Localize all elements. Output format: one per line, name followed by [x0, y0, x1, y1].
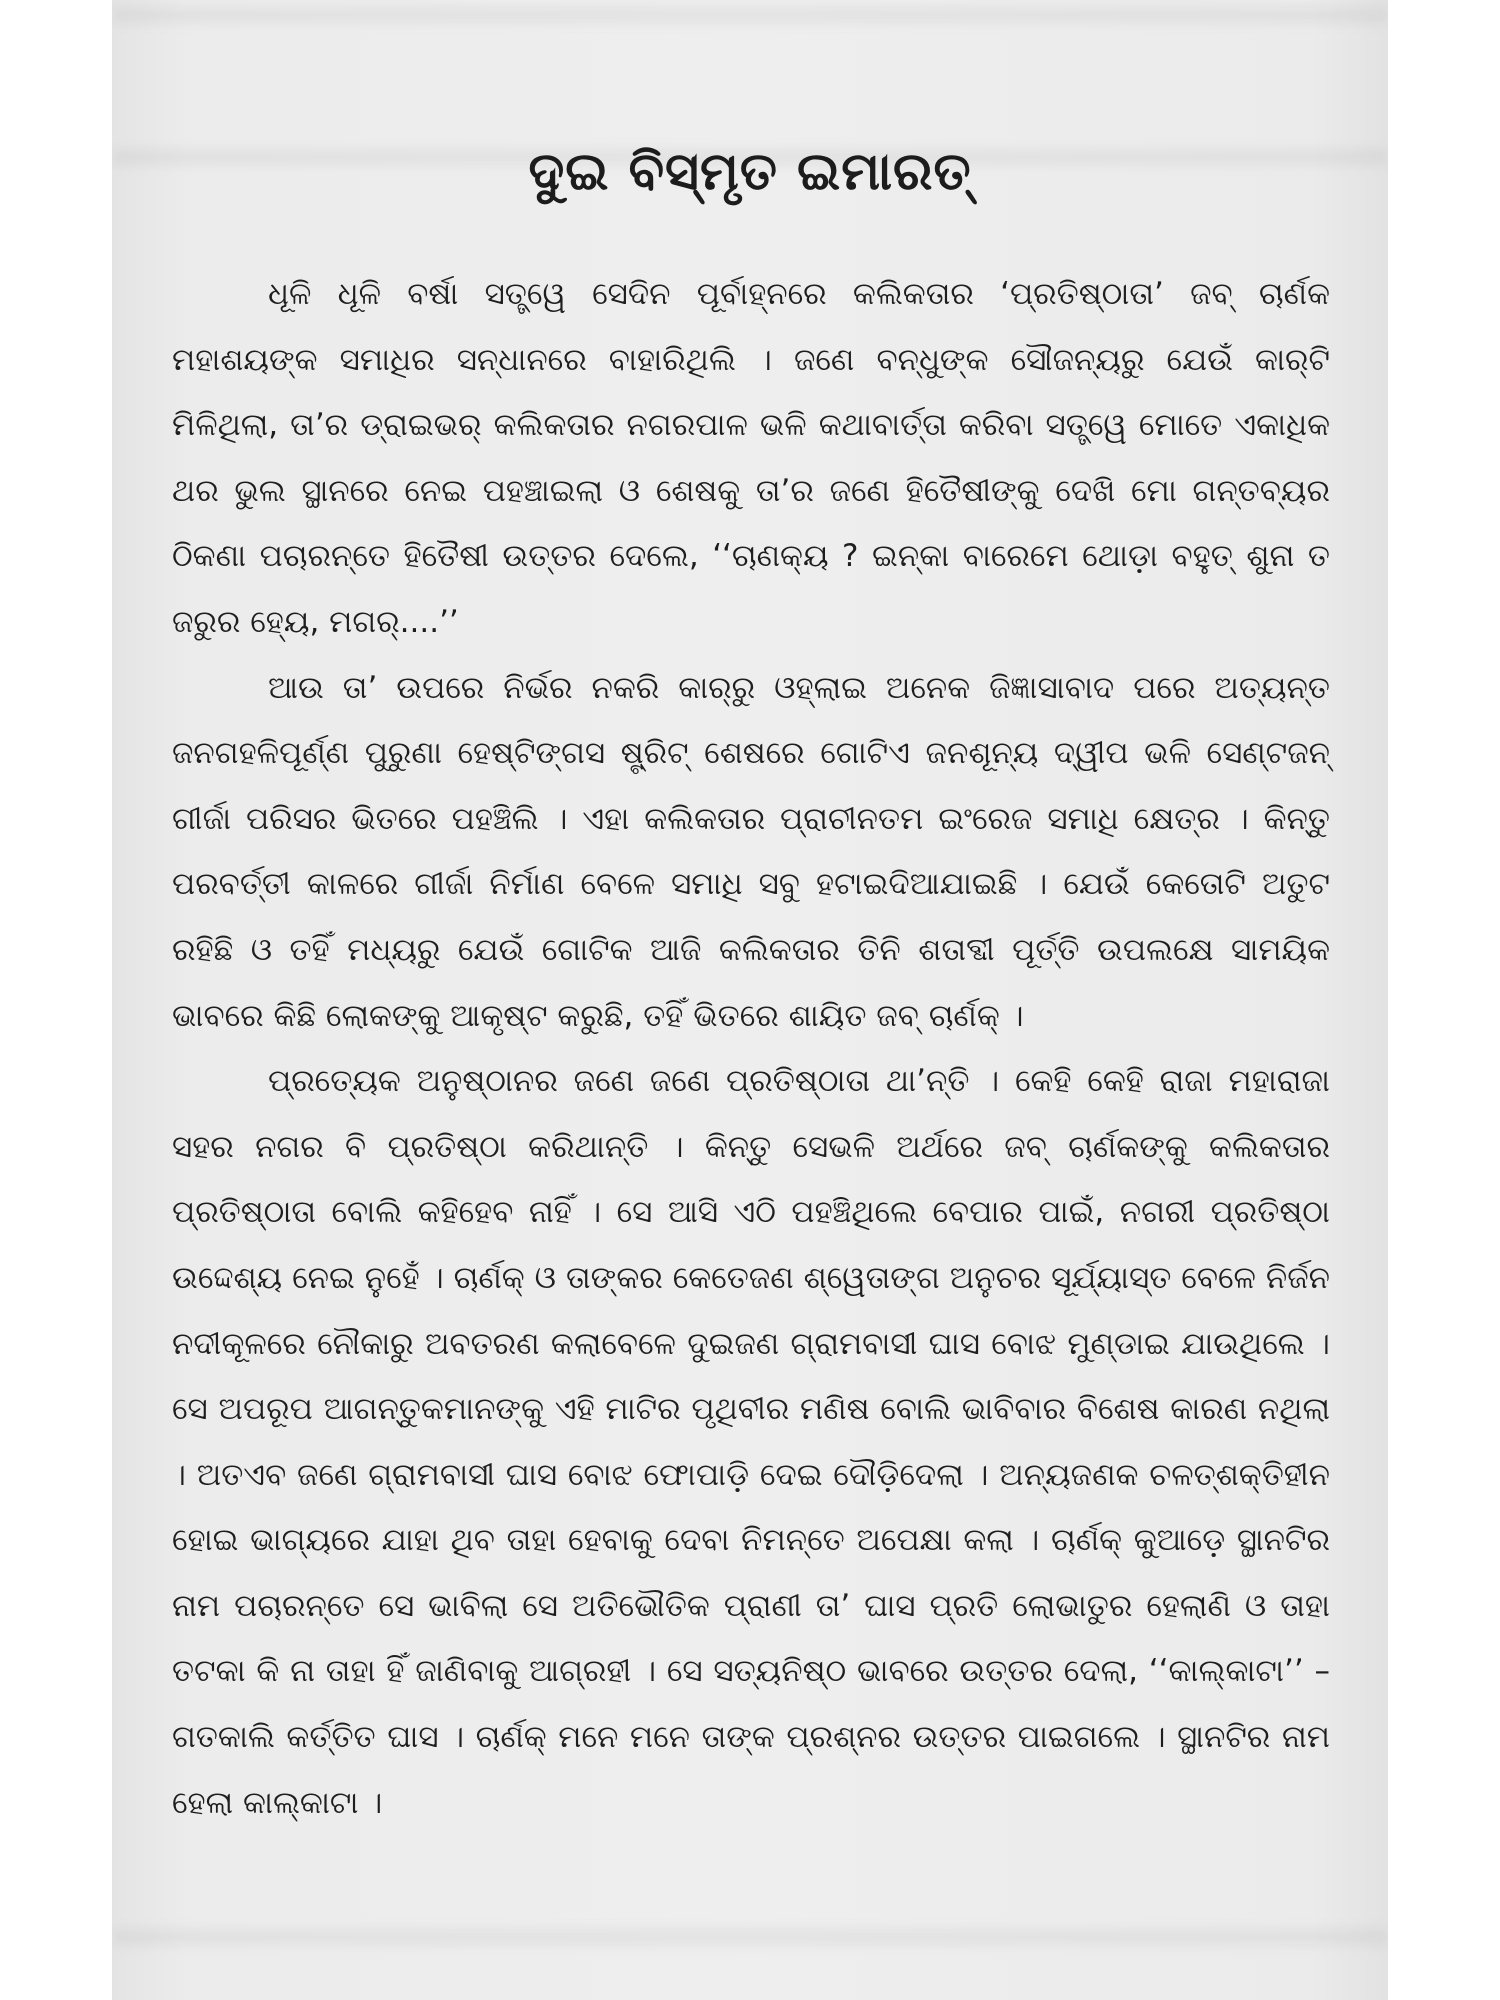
paragraph-1: ଧୂଳି ଧୂଳି ବର୍ଷା ସତ୍ତ୍ୱେ ସେଦିନ ପୂର୍ବାହ୍ନରେ କଲିକତାର ‘ପ୍ରତିଷ୍ଠାତା’ ଜବ୍ ଚାର୍ଣକ ମହାଶୟଙ୍କ ସମାଧିର ସନ୍ଧାନରେ ବାହାରିଥିଲି । ଜଣେ ବନ୍ଧୁଙ୍କ ସୌଜନ୍ୟରୁ ଯେଉଁ କାର୍‌ଟି ମିଳିଥିଲା, ତା’ର ଡ୍ରାଇଭର୍ କଲିକତାର ନଗରପାଳ ଭଳି କଥାବାର୍ତ୍ତା କରିବା ସତ୍ତ୍ୱେ ମୋତେ ଏକାଧିକ ଥର ଭୁଲ ସ୍ଥାନରେ ନେଇ ପହଞ୍ଚାଇଲା ଓ ଶେଷକୁ ତା’ର ଜଣେ ହିତୈଷୀଙ୍କୁ ଦେଖି ମୋ ଗନ୍ତବ୍ୟର ଠିକଣା ପଚାରନ୍ତେ ହିତୈଷୀ ଉତ୍ତର ଦେଲେ, ‘‘ଚାଣକ୍ୟ ? ଇନ୍‌କା ବାରେମେ ଥୋଡ଼ା ବହୁତ୍ ଶୁନା ତ ଜରୁର ହ୍ୟେ, ମଗର୍....’’	[172, 276, 1330, 640]
body-text	[172, 262, 1330, 1836]
show-through-top	[112, 8, 1388, 22]
paragraph-3: ପ୍ରତ୍ୟେକ ଅନୁଷ୍ଠାନର ଜଣେ ଜଣେ ପ୍ରତିଷ୍ଠାତା ଥା’ନ୍ତି । କେହି କେହି ରାଜା ମହାରାଜା ସହର ନଗର ବି ପ୍ରତିଷ୍ଠା କରିଥାନ୍ତି । କିନ୍ତୁ ସେଭଳି ଅର୍ଥରେ ଜବ୍ ଚାର୍ଣକଙ୍କୁ କଲିକତାର ପ୍ରତିଷ୍ଠାତା ବୋଲି କହିହେବ ନାହିଁ । ସେ ଆସି ଏଠି ପହଞ୍ଚିଥିଲେ ବେପାର ପାଇଁ, ନଗରୀ ପ୍ରତିଷ୍ଠା ଉଦ୍ଦେଶ୍ୟ ନେଇ ନୁହେଁ । ଚାର୍ଣକ୍ ଓ ତାଙ୍କର କେତେଜଣ ଶ୍ୱେତାଙ୍ଗ ଅନୁଚର ସୂର୍ଯ୍ୟାସ୍ତ ବେଳେ ନିର୍ଜନ ନଦୀକୂଳରେ ନୌକାରୁ ଅବତରଣ କଲାବେଳେ ଦୁଇଜଣ ଗ୍ରାମବାସୀ ଘାସ ବୋଝ ମୁଣ୍ଡାଇ ଯାଉଥିଲେ । ସେ ଅପରୂପ ଆଗନ୍ତୁକମାନଙ୍କୁ ଏହି ମାଟିର ପୃଥିବୀର ମଣିଷ ବୋଲି ଭାବିବାର ବିଶେଷ କାରଣ ନଥିଲା । ଅତଏବ ଜଣେ ଗ୍ରାମବାସୀ ଘାସ ବୋଝ ଫୋପାଡ଼ି ଦେଇ ଦୌଡ଼ିଦେଲା । ଅନ୍ୟଜଣକ ଚଳତ୍‌ଶକ୍ତିହୀନ ହୋଇ ଭାଗ୍ୟରେ ଯାହା ଥିବ ତାହା ହେବାକୁ ଦେବା ନିମନ୍ତେ ଅପେକ୍ଷା କଲା । ଚାର୍ଣକ୍ କୁଆଡ଼େ ସ୍ଥାନଟିର ନାମ ପଚାରନ୍ତେ ସେ ଭାବିଲା ସେ ଅତିଭୌତିକ ପ୍ରାଣୀ ତା’ ଘାସ ପ୍ରତି ଲୋଭାତୁର ହେଲାଣି ଓ ତାହା ତଟକା କି ନା ତାହା ହିଁ ଜାଣିବାକୁ ଆଗ୍ରହୀ । ସେ ସତ୍ୟନିଷ୍ଠ ଭାବରେ ଉତ୍ତର ଦେଲା, ‘‘କାଲ୍‌କାଟା’’ – ଗତକାଲି କର୍ତ୍ତିତ ଘାସ । ଚାର୍ଣକ୍ ମନେ ମନେ ତାଙ୍କ ପ୍ରଶ୍ନର ଉତ୍ତର ପାଇଗଲେ । ସ୍ଥାନଟିର ନାମ ହେଲା କାଲ୍‌କାଟା ।	[172, 1063, 1330, 1821]
paragraph-2: ଆଉ ତା’ ଉପରେ ନିର୍ଭର ନକରି କାର୍‌ରୁ ଓହ୍ଲାଇ ଅନେକ ଜିଜ୍ଞାସାବାଦ ପରେ ଅତ୍ୟନ୍ତ ଜନଗହଳିପୂର୍ଣ୍ଣ ପୁରୁଣା ହେଷ୍ଟିଙ୍ଗସ ଷ୍ଟ୍ରିଟ୍ ଶେଷରେ ଗୋଟିଏ ଜନଶୂନ୍ୟ ଦ୍ୱୀପ ଭଳି ସେଣ୍ଟଜନ୍ ଗୀର୍ଜା ପରିସର ଭିତରେ ପହଞ୍ଚିଲି । ଏହା କଲିକତାର ପ୍ରାଚୀନତମ ଇଂରେଜ ସମାଧି କ୍ଷେତ୍ର । କିନ୍ତୁ ପରବର୍ତ୍ତୀ କାଳରେ ଗୀର୍ଜା ନିର୍ମାଣ ବେଳେ ସମାଧି ସବୁ ହଟାଇଦିଆଯାଇଛି । ଯେଉଁ କେତୋଟି ଅତୁଟ ରହିଛି ଓ ତହିଁ ମଧ୍ୟରୁ ଯେଉଁ ଗୋଟିକ ଆଜି କଲିକତାର ତିନି ଶତାବ୍ଦୀ ପୂର୍ତ୍ତି ଉପଲକ୍ଷେ ସାମୟିକ ଭାବରେ କିଛି ଲୋକଙ୍କୁ ଆକୃଷ୍ଟ କରୁଛି, ତହିଁ ଭିତରେ ଶାୟିତ ଜବ୍ ଚାର୍ଣକ୍ ।	[172, 669, 1330, 1034]
show-through-bottom	[112, 1930, 1388, 1944]
book-page	[112, 0, 1388, 2000]
chapter-title: ଦୁଇ ବିସ୍ମୃତ ଇମାରତ୍	[528, 141, 972, 202]
